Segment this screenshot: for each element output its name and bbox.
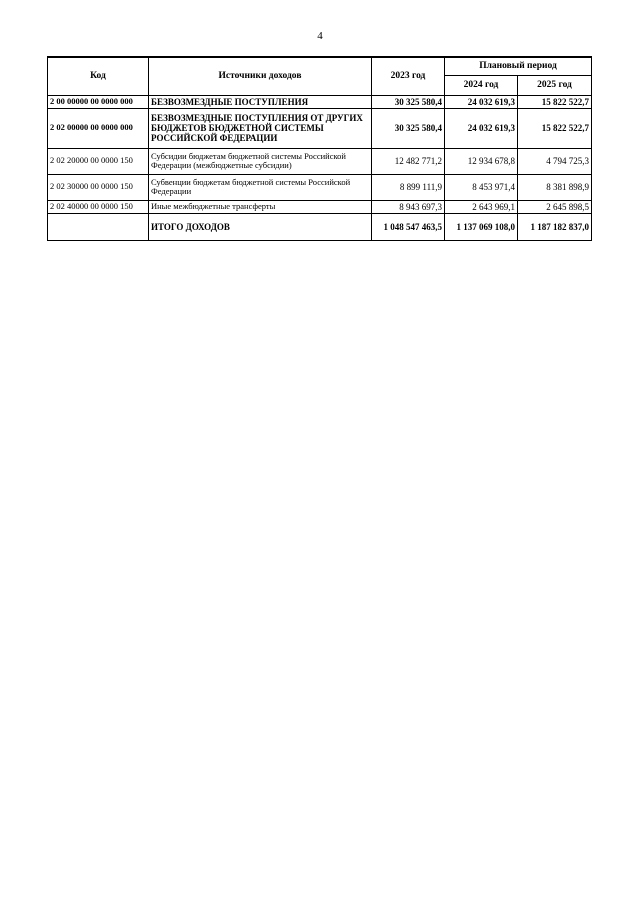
header-planned-period: Плановый период	[445, 57, 592, 75]
total-code	[48, 213, 149, 240]
header-code: Код	[48, 57, 149, 95]
row-code: 2 00 00000 00 0000 000	[48, 95, 149, 108]
row-value-2023: 8 943 697,3	[372, 200, 445, 213]
header-year-2024: 2024 год	[445, 75, 518, 95]
row-code: 2 02 40000 00 0000 150	[48, 200, 149, 213]
page-number: 4	[317, 30, 323, 42]
table-row	[48, 95, 592, 108]
row-value-2025: 4 794 725,3	[518, 148, 592, 174]
header-source: Источники доходов	[149, 57, 372, 95]
revenue-table	[47, 56, 592, 241]
total-value-2025: 1 187 182 837,0	[518, 213, 592, 240]
total-label: ИТОГО ДОХОДОВ	[149, 213, 372, 240]
row-source: БЕЗВОЗМЕЗДНЫЕ ПОСТУПЛЕНИЯ ОТ ДРУГИХ БЮДЖЕТОВ БЮДЖЕТНОЙ СИСТЕМЫ РОССИЙСКОЙ ФЕДЕРАЦИИ	[149, 108, 372, 148]
header-year-2025: 2025 год	[518, 75, 592, 95]
total-value-2023: 1 048 547 463,5	[372, 213, 445, 240]
row-source: БЕЗВОЗМЕЗДНЫЕ ПОСТУПЛЕНИЯ	[149, 95, 372, 108]
total-value-2024: 1 137 069 108,0	[445, 213, 518, 240]
total-row	[48, 213, 592, 240]
table-row	[48, 148, 592, 174]
row-value-2024: 24 032 619,3	[445, 108, 518, 148]
row-code: 2 02 20000 00 0000 150	[48, 148, 149, 174]
row-source: Субсидии бюджетам бюджетной системы Российской Федерации (межбюджетные субсидии)	[149, 148, 372, 174]
row-value-2025: 2 645 898,5	[518, 200, 592, 213]
row-source: Субвенции бюджетам бюджетной системы Российской Федерации	[149, 174, 372, 200]
row-code: 2 02 30000 00 0000 150	[48, 174, 149, 200]
row-value-2024: 8 453 971,4	[445, 174, 518, 200]
row-value-2023: 8 899 111,9	[372, 174, 445, 200]
row-value-2025: 15 822 522,7	[518, 95, 592, 108]
row-value-2023: 12 482 771,2	[372, 148, 445, 174]
row-value-2023: 30 325 580,4	[372, 108, 445, 148]
table-row	[48, 174, 592, 200]
row-value-2025: 15 822 522,7	[518, 108, 592, 148]
row-value-2025: 8 381 898,9	[518, 174, 592, 200]
table-row	[48, 200, 592, 213]
row-value-2024: 24 032 619,3	[445, 95, 518, 108]
row-code: 2 02 00000 00 0000 000	[48, 108, 149, 148]
row-value-2024: 12 934 678,8	[445, 148, 518, 174]
row-source: Иные межбюджетные трансферты	[149, 200, 372, 213]
table-row	[48, 108, 592, 148]
row-value-2023: 30 325 580,4	[372, 95, 445, 108]
header-year-2023: 2023 год	[372, 57, 445, 95]
row-value-2024: 2 643 969,1	[445, 200, 518, 213]
